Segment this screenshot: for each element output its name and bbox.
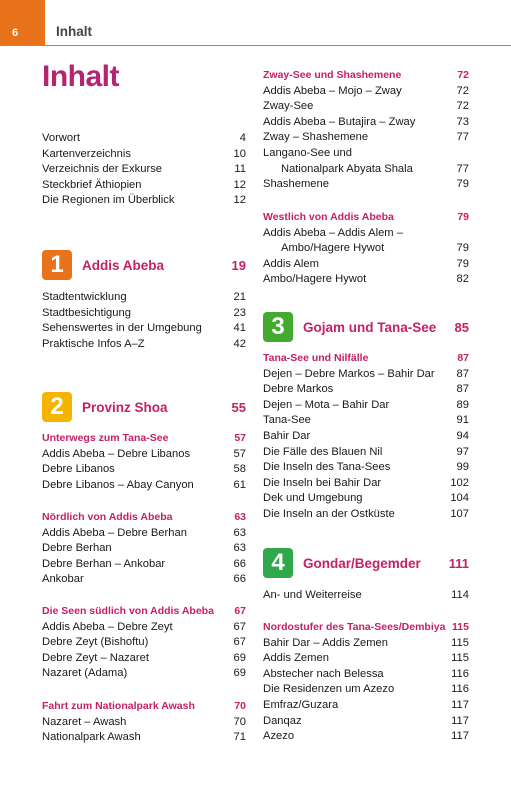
chapter-page: 111 [448, 555, 469, 571]
toc-entry[interactable]: Shashemene 79 [263, 178, 469, 191]
toc-entry[interactable]: Die Inseln bei Bahir Dar 102 [263, 476, 469, 489]
toc-entry[interactable]: Addis Zemen 115 [263, 652, 469, 665]
toc-entry[interactable]: Zway – Shashemene 77 [263, 131, 469, 144]
toc-entry[interactable]: Dejen – Debre Markos – Bahir Dar 87 [263, 367, 469, 380]
toc-entry[interactable]: Langano-See und [263, 146, 352, 159]
intro-list [42, 131, 246, 209]
toc-entry[interactable]: Bahir Dar 94 [263, 429, 469, 442]
chapter-title: Gondar/Begemder [303, 555, 421, 571]
section-list [263, 351, 469, 523]
section-heading[interactable]: Westlich von Addis Abeba 79 [263, 211, 469, 223]
toc-entry[interactable]: Nazaret (Adama) 69 [42, 667, 246, 680]
chapter-page: 85 [454, 319, 469, 335]
toc-entry[interactable]: Addis Abeba – Butajira – Zway 73 [263, 115, 469, 128]
toc-entry[interactable]: Zway-See 72 [263, 100, 469, 113]
toc-entry[interactable]: Dek und Umgebung 104 [263, 492, 469, 505]
running-head: Inhalt [56, 24, 92, 39]
toc-entry[interactable]: Abstecher nach Belessa 116 [263, 667, 469, 680]
chapter-number-badge: 1 [42, 250, 72, 280]
section-heading[interactable]: Fahrt zum Nationalpark Awash 70 [42, 700, 246, 712]
page-number: 6 [0, 0, 45, 46]
section-heading[interactable]: Nördlich von Addis Abeba 63 [42, 511, 246, 523]
chapter-page: 55 [231, 399, 246, 415]
section-heading[interactable]: Unterwegs zum Tana-See 57 [42, 432, 246, 444]
section-heading[interactable]: Tana-See und Nilfälle 87 [263, 352, 469, 364]
toc-entry[interactable]: Stadtbesichtigung 23 [42, 306, 246, 319]
toc-entry[interactable]: Debre Markos 87 [263, 383, 469, 396]
chapter-heading-4[interactable] [263, 548, 469, 578]
toc-entry[interactable]: Addis Abeba – Debre Berhan 63 [42, 526, 246, 539]
toc-entry[interactable]: Emfraz/Guzara 117 [263, 698, 469, 711]
chapter-number-badge: 3 [263, 312, 293, 342]
chapter-title: Addis Abeba [82, 257, 165, 273]
page-title: Inhalt [42, 60, 119, 93]
toc-entry[interactable]: Debre Berhan – Ankobar 66 [42, 557, 246, 570]
toc-entry[interactable]: Die Inseln des Tana-Sees 99 [263, 461, 469, 474]
toc-entry[interactable]: Sehenswertes in der Umgebung 41 [42, 322, 246, 335]
chapter-number-badge: 2 [42, 392, 72, 422]
toc-entry[interactable]: Die Residenzen um Azezo 116 [263, 683, 469, 696]
toc-entry[interactable]: Verzeichnis der Exkurse 11 [42, 163, 246, 176]
chapter-1-list [42, 290, 246, 352]
toc-entry[interactable]: Nazaret – Awash 70 [42, 715, 246, 728]
toc-entry[interactable]: Praktische Infos A–Z 42 [42, 337, 246, 350]
section-list [263, 210, 469, 288]
toc-entry[interactable]: Addis Alem 79 [263, 257, 469, 270]
section-list [263, 68, 469, 193]
chapter-title: Gojam und Tana-See [303, 319, 437, 335]
toc-entry[interactable]: Danqaz 117 [263, 714, 469, 727]
header-divider [45, 45, 511, 46]
toc-entry[interactable]: Ambo/Hagere Hywot 82 [263, 273, 469, 286]
toc-entry[interactable]: Vorwort 4 [42, 132, 246, 144]
section-list [42, 510, 246, 588]
section-list [42, 699, 246, 746]
toc-entry[interactable]: Debre Berhan 63 [42, 542, 246, 555]
chapter-heading-3[interactable] [263, 312, 469, 342]
section-list [263, 620, 469, 745]
section-heading[interactable]: Zway-See und Shashemene 72 [263, 69, 469, 81]
page-header [0, 0, 511, 46]
section-list [42, 431, 246, 493]
toc-entry[interactable]: Azezo 117 [263, 730, 469, 743]
section-heading[interactable]: Die Seen südlich von Addis Abeba 67 [42, 605, 246, 617]
toc-entry[interactable]: Ankobar 66 [42, 573, 246, 586]
toc-entry[interactable]: Die Regionen im Überblick 12 [42, 194, 246, 207]
chapter-page: 19 [231, 257, 246, 273]
section-list [42, 604, 246, 682]
toc-entry[interactable]: Stadtentwicklung 21 [42, 291, 246, 303]
chapter-4-list [263, 588, 469, 604]
toc-entry[interactable]: Dejen – Mota – Bahir Dar 89 [263, 398, 469, 411]
chapter-title: Provinz Shoa [82, 399, 168, 415]
toc-entry[interactable]: Addis Abeba – Debre Libanos 57 [42, 447, 246, 460]
toc-entry[interactable]: An- und Weiterreise 114 [263, 589, 469, 601]
toc-entry[interactable]: Tana-See 91 [263, 414, 469, 427]
chapter-number-badge: 4 [263, 548, 293, 578]
toc-entry[interactable]: Nationalpark Abyata Shala 77 [281, 162, 469, 175]
chapter-heading-1[interactable] [42, 250, 246, 280]
toc-entry[interactable]: Die Fälle des Blauen Nil 97 [263, 445, 469, 458]
toc-entry[interactable]: Ambo/Hagere Hywot 79 [281, 242, 469, 255]
toc-entry[interactable]: Debre Zeyt (Bishoftu) 67 [42, 636, 246, 649]
toc-entry[interactable]: Nationalpark Awash 71 [42, 731, 246, 744]
toc-entry[interactable]: Steckbrief Äthiopien 12 [42, 178, 246, 191]
toc-entry[interactable]: Addis Abeba – Addis Alem – [263, 226, 403, 239]
toc-entry[interactable]: Addis Abeba – Debre Zeyt 67 [42, 620, 246, 633]
section-heading[interactable]: Nordostufer des Tana-Sees/Dembiya 115 [263, 621, 469, 633]
toc-entry[interactable]: Debre Zeyt – Nazaret 69 [42, 651, 246, 664]
toc-entry[interactable]: Addis Abeba – Mojo – Zway 72 [263, 84, 469, 97]
toc-entry[interactable]: Bahir Dar – Addis Zemen 115 [263, 636, 469, 649]
chapter-heading-2[interactable] [42, 392, 246, 422]
toc-entry[interactable]: Debre Libanos – Abay Canyon 61 [42, 478, 246, 491]
toc-entry[interactable]: Die Inseln an der Ostküste 107 [263, 507, 469, 520]
toc-entry[interactable]: Debre Libanos 58 [42, 463, 246, 476]
toc-entry[interactable]: Kartenverzeichnis 10 [42, 147, 246, 160]
